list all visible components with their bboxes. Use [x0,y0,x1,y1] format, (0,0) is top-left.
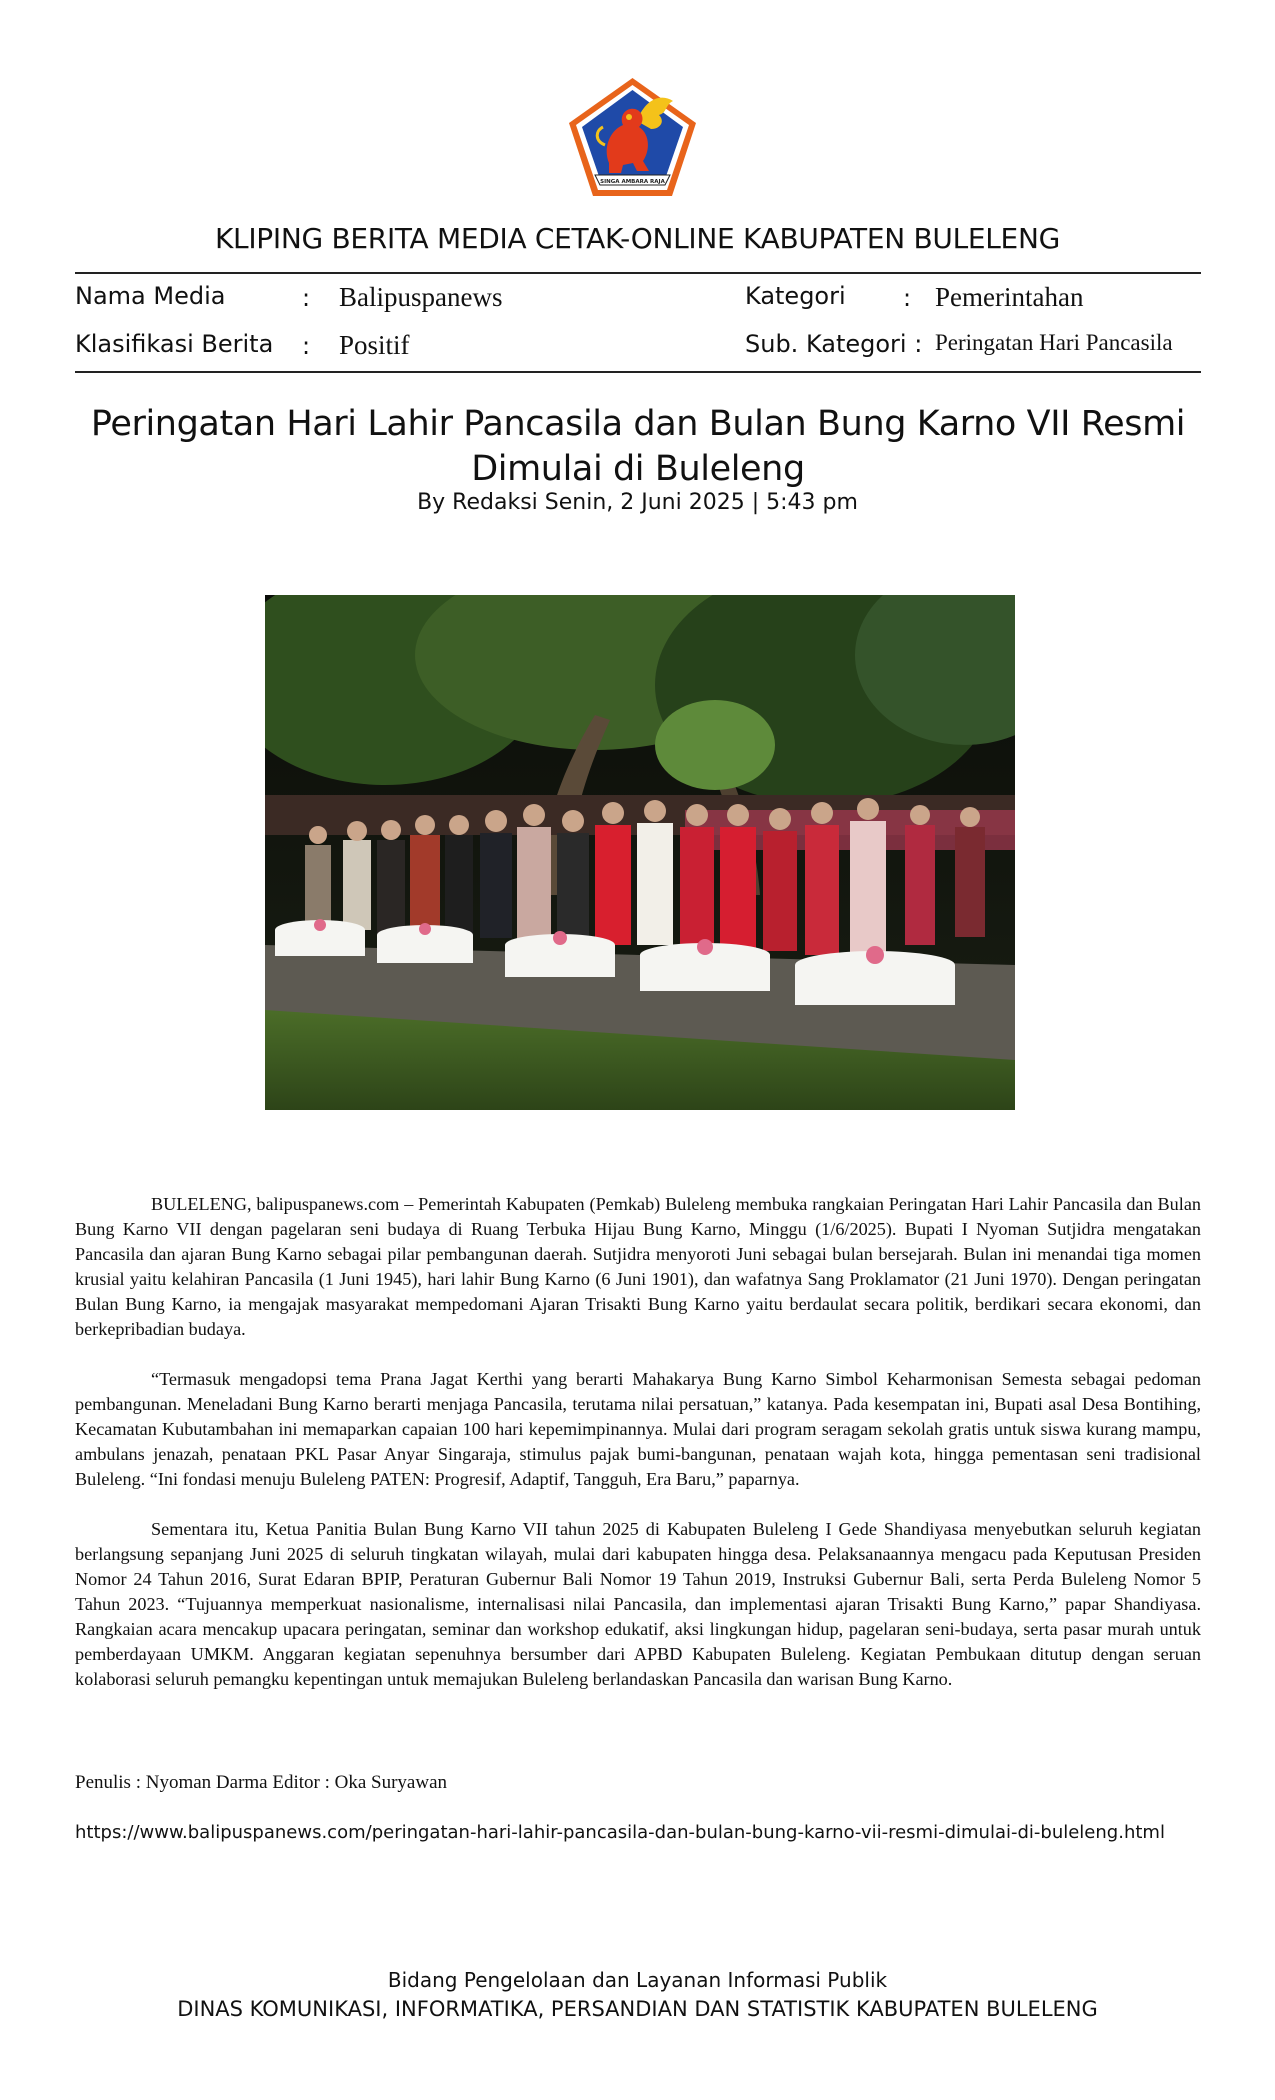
meta-top-divider [75,272,1201,274]
category-value: Pemerintahan [935,282,1084,312]
media-colon: : [302,284,311,312]
classification-colon: : [302,332,311,360]
media-label: Nama Media [75,282,226,310]
media-value: Balipuspanews [339,282,503,312]
classification-label: Klasifikasi Berita [75,330,274,358]
article-photo [265,595,1015,1110]
footer-division: Bidang Pengelolaan dan Layanan Informasi Publik [387,1968,888,1992]
event-photo-icon [265,595,1015,1110]
crest-motto: SINGA AMBARA RAJA [600,179,665,185]
article-paragraph: BULELENG, balipuspanews.com – Pemerintah Kabupaten (Pemkab) Buleleng membuka rangkaian Peringatan Hari Lahir Pancasila dan Bulan Bung Karno VII dengan pagelaran seni budaya di Ruang Terbuka Hijau Bung Karno, Minggu (1/6/2025). Bupati I Nyoman Sutjidra mengatakan Pancasila dan ajaran Bung Karno sebagai pilar pembangunan daerah. Sutjidra menyoroti Juni sebagai bulan bersejarah. Bulan ini menandai tiga momen krusial yaitu kelahiran Pancasila (1 Juni 1945), hari lahir Bung Karno (6 Juni 1901), dan wafatnya Sang Proklamator (21 Juni 1970). Dengan peringatan Bulan Bung Karno, ia mengajak masyarakat mempedomani Ajaran Trisakti Bung Karno yaitu berdaulat secara politik, berdikari secara ekonomi, dan berkepribadian budaya. [75,1194,1201,1339]
article-body [75,1192,1201,1717]
meta-bottom-divider [75,371,1201,373]
classification-value: Positif [339,330,410,360]
article-paragraph: “Termasuk mengadopsi tema Prana Jagat Kerthi yang berarti Mahakarya Bung Karno Simbol Keharmonisan Semesta sebagai pedoman pembangunan. Meneladani Bung Karno berarti menjaga Pancasila, terutama nilai persatuan,” katanya. Pada kesempatan ini, Bupati asal Desa Bontihing, Kecamatan Kubutambahan ini memaparkan capaian 100 hari kepemimpinannya. Mulai dari program seragam sekolah gratis untuk siswa kurang mampu, ambulans jenazah, penataan PKL Pasar Anyar Singaraja, stimulus pajak bumi-bangunan, penataan wajah kota, hingga pementasan seni tradisional Buleleng. “Ini fondasi menuju Buleleng PATEN: Progresif, Adaptif, Tangguh, Era Baru,” paparnya. [75,1369,1201,1489]
category-label: Kategori [745,282,846,310]
category-colon: : [903,284,912,312]
subcategory-label: Sub. Kategori : [745,330,923,358]
buleleng-crest-logo [565,75,700,199]
subcategory-value: Peringatan Hari Pancasila [935,330,1173,355]
article-credits: Penulis : Nyoman Darma Editor : Oka Suryawan [75,1772,448,1793]
article-headline: Peringatan Hari Lahir Pancasila dan Bulan Bung Karno VII Resmi Dimulai di Buleleng [90,404,1186,489]
clipping-title: KLIPING BERITA MEDIA CETAK-ONLINE KABUPATEN BULELENG [214,222,1060,255]
article-byline: By Redaksi Senin, 2 Juni 2025 | 5:43 pm [417,490,858,515]
footer-agency: DINAS KOMUNIKASI, INFORMATIKA, PERSANDIAN DAN STATISTIK KABUPATEN BULELENG [177,1997,1098,2021]
source-url-link[interactable]: https://www.balipuspanews.com/peringatan-hari-lahir-pancasila-dan-bulan-bung-karno-vii-resmi-dimulai-di-buleleng.html [75,1822,1165,1843]
article-paragraph: Sementara itu, Ketua Panitia Bulan Bung Karno VII tahun 2025 di Kabupaten Buleleng I Gede Shandiyasa menyebutkan seluruh kegiatan berlangsung sepanjang Juni 2025 di seluruh tingkatan wilayah, mulai dari kabupaten hingga desa. Pelaksanaannya mengacu pada Keputusan Presiden Nomor 24 Tahun 2016, Surat Edaran BPIP, Peraturan Gubernur Bali Nomor 19 Tahun 2019, Instruksi Gubernur Bali, serta Perda Buleleng Nomor 5 Tahun 2023. “Tujuannya memperkuat nasionalisme, internalisasi nilai Pancasila, dan implementasi ajaran Trisakti Bung Karno,” papar Shandiyasa. Rangkaian acara mencakup upacara peringatan, seminar dan workshop edukatif, aksi lingkungan hidup, pagelaran seni-budaya, serta pasar murah untuk pemberdayaan UMKM. Anggaran kegiatan sepenuhnya bersumber dari APBD Kabupaten Buleleng. Kegiatan Pembukaan ditutup dengan seruan kolaborasi seluruh pemangku kepentingan untuk memajukan Buleleng berlandaskan Pancasila dan warisan Bung Karno. [75,1519,1201,1689]
